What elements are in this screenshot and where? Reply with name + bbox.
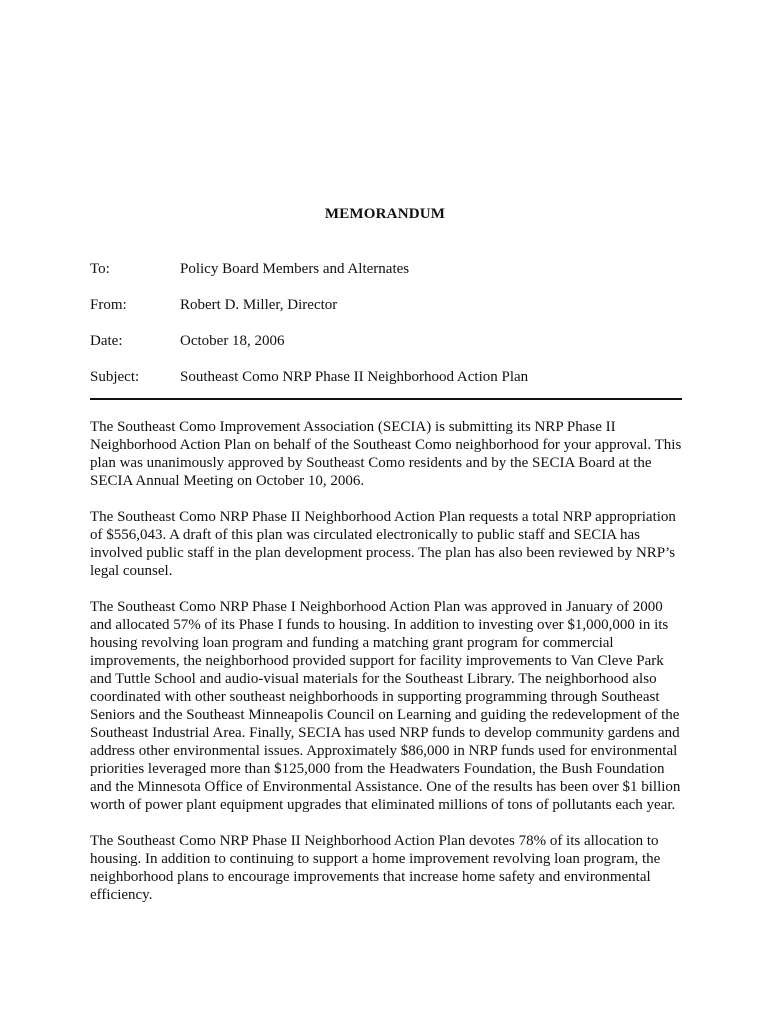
header-divider bbox=[90, 398, 682, 400]
subject-value: Southeast Como NRP Phase II Neighborhood Action Plan bbox=[180, 369, 529, 385]
memo-title: MEMORANDUM bbox=[324, 206, 446, 222]
subject-label: Subject: bbox=[90, 369, 140, 385]
paragraph-1: The Southeast Como Improvement Association (SECIA) is submitting its NRP Phase II Neighborhood Action Plan on behalf of the Southeast Como neighborhood for your approval. This plan was unanimously approved by Southeast Como residents and by the SECIA Board at the SECIA Annual Meeting on October 10, 2006. bbox=[90, 419, 682, 489]
header-row-date bbox=[90, 331, 690, 367]
date-label: Date: bbox=[90, 333, 123, 349]
to-label: To: bbox=[90, 261, 110, 277]
memo-header bbox=[90, 259, 690, 403]
from-value: Robert D. Miller, Director bbox=[180, 297, 338, 313]
paragraph-2: The Southeast Como NRP Phase II Neighborhood Action Plan requests a total NRP appropriation of $556,043. A draft of this plan was circulated electronically to public staff and SECIA has involved public staff in the plan development process. The plan has also been reviewed by NRP’s legal counsel. bbox=[90, 509, 676, 579]
memo-body bbox=[90, 418, 682, 922]
to-value: Policy Board Members and Alternates bbox=[180, 261, 410, 277]
from-label: From: bbox=[90, 297, 127, 313]
date-value: October 18, 2006 bbox=[180, 333, 285, 349]
paragraph-3: The Southeast Como NRP Phase I Neighborhood Action Plan was approved in January of 2000 and allocated 57% of its Phase I funds to housing. In addition to investing over $1,000,000 in its housing revolving loan program and funding a matching grant program for commercial improvements, the neighborhood provided support for facility improvements to Van Cleve Park and Tuttle School and audio-visual materials for the Southeast Library. The neighborhood also coordinated with other southeast neighborhoods in supporting programming through Southeast Seniors and the Southeast Minneapolis Council on Learning and guiding the redevelopment of the Southeast Industrial Area. Finally, SECIA has used NRP funds to develop community gardens and address other environmental issues. Approximately $86,000 in NRP funds used for environmental priorities leveraged more than $125,000 from the Headwaters Foundation, the Bush Foundation and the Minnesota Office of Environmental Assistance. One of the results has been over $1 billion worth of power plant equipment upgrades that eliminated millions of tons of pollutants each year. bbox=[90, 599, 681, 813]
header-row-to bbox=[90, 259, 690, 295]
paragraph-4: The Southeast Como NRP Phase II Neighborhood Action Plan devotes 78% of its allocation to housing. In addition to continuing to support a home improvement revolving loan program, the neighborhood plans to encourage improvements that increase home safety and environmental efficiency. bbox=[90, 833, 661, 903]
header-row-from bbox=[90, 295, 690, 331]
